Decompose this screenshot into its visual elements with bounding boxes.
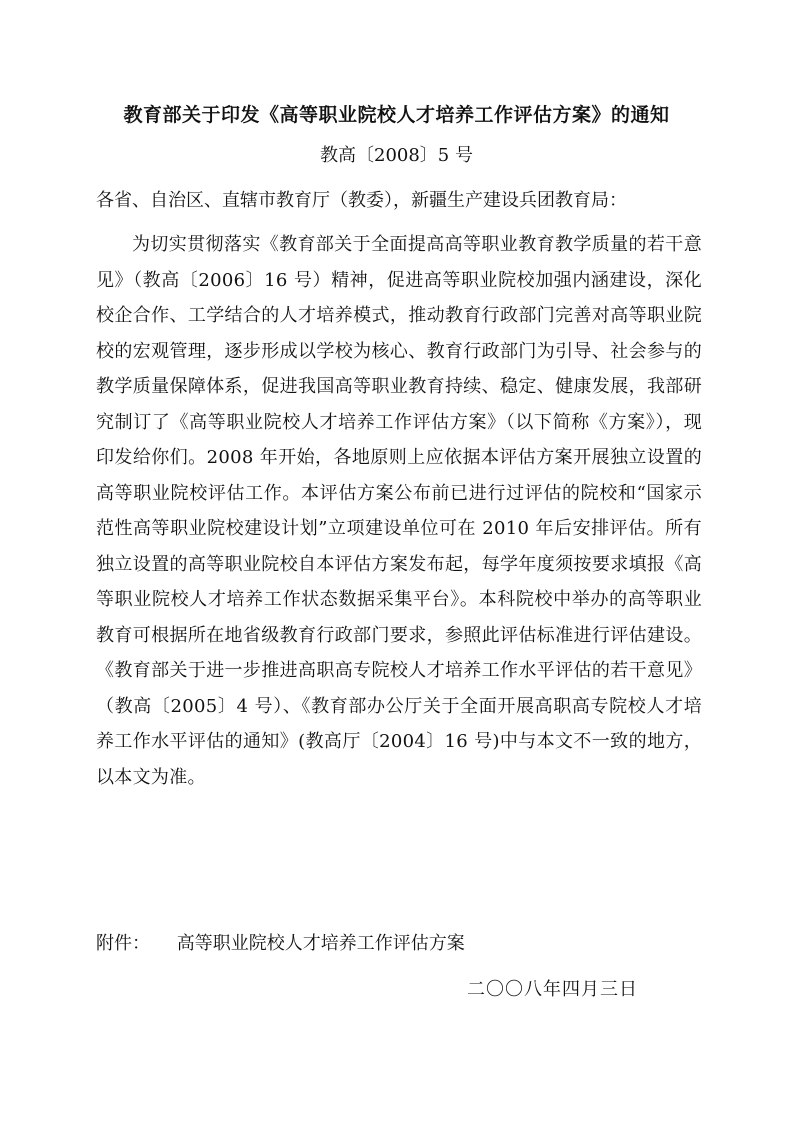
attachment-title: 高等职业院校人才培养工作评估方案 <box>176 933 465 954</box>
body-paragraph: 为切实贯彻落实《教育部关于全面提高高等职业教育教学质量的若干意见》（教高〔2006〕16 号）精神，促进高等职业院校加强内涵建设，深化校企合作、工学结合的人才培养模式，推动教育行政部门完善对高等职业院校的宏观管理，逐步形成以学校为核心、教育行政部门为引导、社会参与的教学质量保障体系，促进我国高等职业教育持续、稳定、健康发展，我部研究制订了《高等职业院校人才培养工作评估方案》（以下简称《方案》），现印发给你们。2008 年开始，各地原则上应依据本评估方案开展独立设置的高等职业院校评估工作。本评估方案公布前已进行过评估的院校和“国家示范性高等职业院校建设计划”立项建设单位可在 2010 年后安排评估。所有独立设置的高等职业院校自本评估方案发布起，每学年度须按要求填报《高等职业院校人才培养工作状态数据采集平台》。本科院校中举办的高等职业教育可根据所在地省级教育行政部门要求，参照此评估标准进行评估建设。《教育部关于进一步推进高职高专院校人才培养工作水平评估的若干意见》（教高〔2005〕4 号）、《教育部办公厅关于全面开展高职高专院校人才培养工作水平评估的通知》(教高厅〔2004〕16 号)中与本文不一致的地方，以本文为准。 <box>96 234 702 788</box>
attachment-label: 附件： <box>96 933 150 954</box>
addressee-line: 各省、自治区、直辖市教育厅（教委），新疆生产建设兵团教育局： <box>96 190 627 211</box>
attachment-line <box>96 930 465 958</box>
document-date: 二〇〇八年四月三日 <box>467 979 638 1000</box>
document-title: 教育部关于印发《高等职业院校人才培养工作评估方案》的通知 <box>123 104 670 126</box>
document-number: 教高〔2008〕5 号 <box>320 145 473 166</box>
